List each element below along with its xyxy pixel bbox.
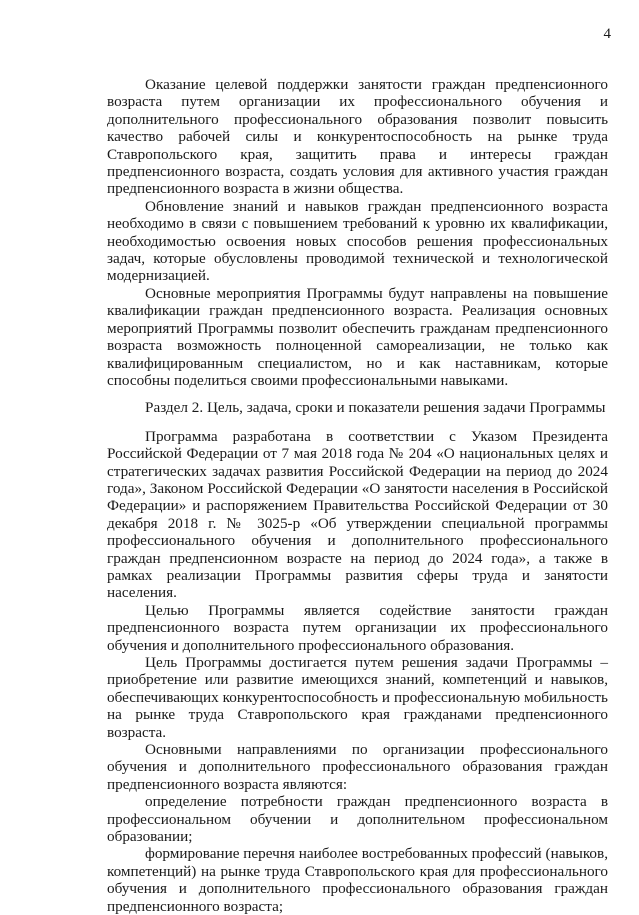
page-content — [107, 76, 608, 915]
list-item: формирование перечня наиболее востребованных профессий (навыков, компетенций) на рынке труда Ставропольского края для профессионального обучения и дополнительного профессионального образования граждан предпенсионного возраста; — [107, 845, 608, 915]
list-item: определение потребности граждан предпенсионного возраста в профессиональном обучении и дополнительном профессиональном образовании; — [107, 793, 608, 846]
paragraph: Цель Программы достигается путем решения задачи Программы – приобретение или развитие имеющихся знаний, компетенций и навыков, обеспечивающих конкурентоспособность и профессиональную мобильность на рынке труда Ставропольского края гражданами предпенсионного возраста. — [107, 654, 608, 741]
paragraph: Оказание целевой поддержки занятости граждан предпенсионного возраста путем организации их профессионального обучения и дополнительного профессионального образования позволит повысить качество рабочей силы и конкурентоспособность на рынке труда Ставропольского края, защитить права и интересы граждан предпенсионного возраста, создать условия для активного участия граждан предпенсионного возраста в жизни общества. — [107, 76, 608, 198]
paragraph: Основные мероприятия Программы будут направлены на повышение квалификации граждан предпенсионного возраста. Реализация основных мероприятий Программы позволит обеспечить гражданам предпенсионного возраста возможность полноценной самореализации, не только как квалифицированным специалистом, но и как наставникам, которые способны поделиться своими профессиональными навыками. — [107, 284, 608, 389]
section-heading: Раздел 2. Цель, задача, сроки и показатели решения задачи Программы — [145, 399, 606, 417]
page-number: 4 — [603, 26, 611, 42]
paragraph: Обновление знаний и навыков граждан предпенсионного возраста необходимо в связи с повышением требований к уровню их квалификации, необходимостью освоения новых способов решения профессиональных задач, которые обусловлены проводимой технической и технологической модернизацией. — [107, 197, 608, 285]
paragraph: Основными направлениями по организации профессионального обучения и дополнительного профессионального образования граждан предпенсионного возраста являются: — [107, 741, 608, 793]
paragraph: Программа разработана в соответствии с Указом Президента Российской Федерации от 7 мая 2018 года № 204 «О национальных целях и стратегических задачах развития Российской Федерации на период до 2024 года», Законом Российской Федерации «О занятости населения в Российской Федерации» и распоряжением Правительства Российской Федерации от 30 декабря 2018 г. № 3025-р «Об утверждении специальной программы профессионального обучения и дополнительного профессионального граждан предпенсионном возрасте на период до 2024 года», а также в рамках реализации Программы развития сферы труда и занятости населения. — [107, 427, 608, 602]
paragraph: Целью Программы является содействие занятости граждан предпенсионного возраста путем организации их профессионального обучения и дополнительного профессионального образования. — [107, 601, 608, 654]
